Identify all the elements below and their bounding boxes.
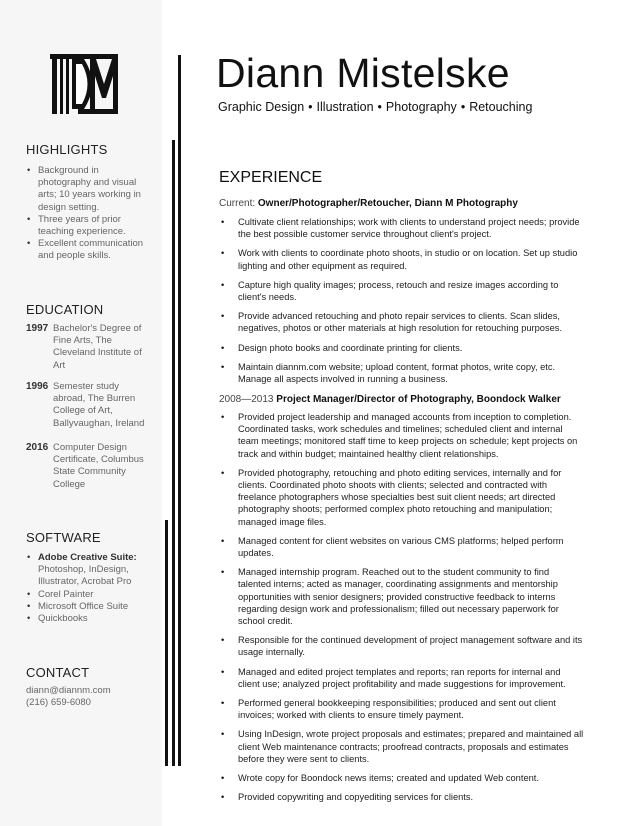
education-entry: [26, 442, 151, 491]
highlights-heading: HIGHLIGHTS: [26, 142, 108, 157]
tagline-item: Graphic Design: [218, 100, 305, 114]
list-item: • Managed internship program. Reached out to the student community to find talented interns; acted as manager, coordinating assignments and mentorship opportunities with senior designers; provided constructive feedback to interns regarding design work and professionalism; filled out necessary paperwork for school credit.: [219, 566, 584, 627]
education-heading: EDUCATION: [26, 302, 104, 317]
vertical-rule-1: [178, 55, 181, 766]
job-heading: [219, 198, 518, 209]
list-item: • Background in photography and visual arts; 10 years working in design setting.: [26, 165, 144, 214]
list-item: • Microsoft Office Suite: [26, 601, 144, 613]
list-item: • Provided copywriting and copyediting services for clients.: [219, 791, 584, 803]
education-year: 1997: [26, 323, 49, 334]
software-list: [26, 552, 144, 625]
list-item: • Capture high quality images; process, retouch and resize images according to client's needs.: [219, 279, 584, 303]
list-item: • Design photo books and coordinate printing for clients.: [219, 342, 584, 354]
software-bold: Adobe Creative Suite:: [38, 552, 137, 563]
dm-monogram-logo: [50, 54, 118, 114]
list-item: [26, 552, 144, 589]
list-item: • Maintain diannm.com website; upload content, format photos, write copy, etc. Manage all aspects involved in running a business.: [219, 361, 584, 385]
job-date: 2008—2013: [219, 394, 274, 405]
education-year: 2016: [26, 442, 49, 453]
software-heading: SOFTWARE: [26, 530, 101, 545]
education-entry: [26, 323, 151, 372]
tagline-item: Photography: [385, 100, 457, 114]
list-item: • Provide advanced retouching and photo repair services to clients. Scan slides, negatives, photos or other materials at high resolution for retouching purposes.: [219, 310, 584, 334]
job-title: Project Manager/Director of Photography, Boondock Walker: [276, 394, 561, 405]
list-item: • Excellent communication and people skills.: [26, 238, 144, 262]
list-item: • Quickbooks: [26, 613, 144, 625]
education-entry: [26, 381, 151, 430]
list-item: • Provided photography, retouching and photo editing services, internally and for clients. Coordinated photo shoots with clients; selected and contracted with freelance photographers whose specialties best suit client needs; art directed photography shoots; performed complex photo retouching and manipulation; managed image files.: [219, 467, 584, 528]
list-item: • Wrote copy for Boondock news items; created and updated Web content.: [219, 772, 584, 784]
job-date: Current:: [219, 198, 256, 209]
job-heading: [219, 394, 561, 405]
list-item: • Responsible for the continued development of project management software and its usage internally.: [219, 634, 584, 658]
list-item: • Cultivate client relationships; work with clients to understand project needs; provide the best possible customer service throughout client's project.: [219, 216, 584, 240]
vertical-rule-2: [172, 140, 175, 766]
contact-email[interactable]: diann@diannm.com: [26, 685, 111, 696]
vertical-rule-3: [165, 520, 168, 766]
software-text: Photoshop, InDesign, Illustrator, Acrobat Pro: [38, 564, 132, 588]
education-desc: Computer Design Certificate, Columbus State Community College: [53, 442, 144, 490]
contact-heading: CONTACT: [26, 665, 90, 680]
highlights-list: [26, 165, 144, 263]
education-desc: Bachelor's Degree of Fine Arts, The Cleveland Institute of Art: [53, 323, 142, 371]
list-item: • Corel Painter: [26, 589, 144, 601]
tagline-item: Retouching: [469, 100, 533, 114]
education-year: 1996: [26, 381, 49, 392]
list-item: • Performed general bookkeeping responsibilities; produced and sent out client invoices; worked with clients to ensure timely payment.: [219, 697, 584, 721]
list-item: • Three years of prior teaching experience.: [26, 214, 144, 238]
list-item: • Managed and edited project templates and reports; ran reports for internal and client use; analyzed project profitability and made suggestions for improvement.: [219, 666, 584, 690]
list-item: • Managed content for client websites on various CMS platforms; helped perform updates.: [219, 535, 584, 559]
experience-heading: EXPERIENCE: [219, 169, 323, 186]
contact-phone: (216) 659-6080: [26, 697, 91, 709]
education-desc: Semester study abroad, The Burren College of Art, Ballyvaughan, Ireland: [53, 381, 145, 429]
job-bullets: [219, 216, 584, 392]
list-item: • Using InDesign, wrote project proposals and estimates; prepared and maintained all client Web maintenance contracts; proofread contracts, proposals and estimates before they were sent to clients.: [219, 728, 584, 765]
resume-name: Diann Mistelske: [216, 50, 510, 96]
job-bullets: [219, 411, 584, 810]
list-item: • Work with clients to coordinate photo shoots, in studio or on location. Set up studio lighting and other equipment as required.: [219, 247, 584, 271]
tagline: Graphic Design • Illustration • Photography • Retouching: [218, 100, 533, 114]
tagline-item: Illustration: [316, 100, 374, 114]
list-item: • Provided project leadership and managed accounts from inception to completion. Coordinated tasks, work schedules and timelines; scheduled client and internal team meetings; monitored staff time to keep projects on schedule; kept projects on track and within budget; maintained healthy client relationships.: [219, 411, 584, 460]
contact-block: [26, 685, 111, 709]
job-title: Owner/Photographer/Retoucher, Diann M Photography: [257, 198, 518, 209]
